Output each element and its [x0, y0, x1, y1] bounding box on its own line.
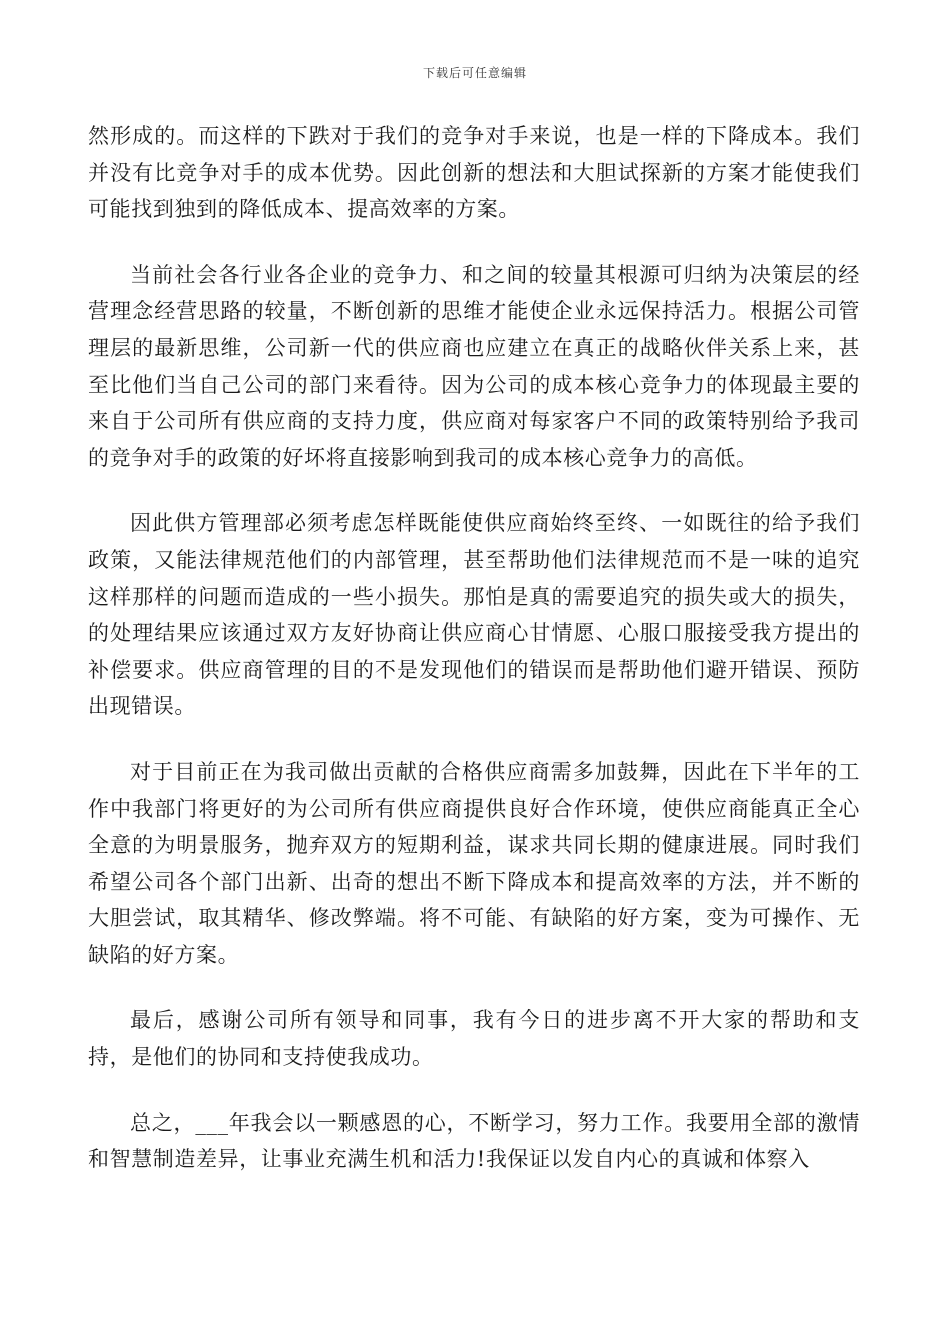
- paragraph-conclusion: 总之，___年我会以一颗感恩的心，不断学习，努力工作。我要用全部的激情和智慧制造差异，让事业充满生机和活力!我保证以发自内心的真诚和体察入: [88, 1110, 860, 1172]
- paragraph-thanks: 最后，感谢公司所有领导和同事，我有今日的进步离不开大家的帮助和支持，是他们的协同和支持使我成功。: [88, 1008, 860, 1070]
- document-body: [88, 118, 860, 1207]
- paragraph-competition: 当前社会各行业各企业的竞争力、和之间的较量其根源可归纳为决策层的经营理念经营思路的较量，不断创新的思维才能使企业永远保持活力。根据公司管理层的最新思维，公司新一代的供应商也应建立在真正的战略伙伴关系上来，甚至比他们当自己公司的部门来看待。因为公司的成本核心竞争力的体现最主要的来自于公司所有供应商的支持力度，供应商对每家客户不同的政策特别给予我司的竞争对手的政策的好坏将直接影响到我司的成本核心竞争力的高低。: [88, 262, 860, 470]
- paragraph-continuation: 然形成的。而这样的下跌对于我们的竞争对手来说，也是一样的下降成本。我们并没有比竞争对手的成本优势。因此创新的想法和大胆试探新的方案才能使我们可能找到独到的降低成本、提高效率的方案。: [88, 124, 860, 222]
- paragraph-supplier-management: 因此供方管理部必须考虑怎样既能使供应商始终至终、一如既往的给予我们政策，又能法律规范他们的内部管理，甚至帮助他们法律规范而不是一味的追究这样那样的问题而造成的一些小损失。那怕是真的需要追究的损失或大的损失，的处理结果应该通过双方友好协商让供应商心甘情愿、心服口服接受我方提出的补偿要求。供应商管理的目的不是发现他们的错误而是帮助他们避开错误、预防出现错误。: [88, 511, 860, 719]
- paragraph-encouragement: 对于目前正在为我司做出贡献的合格供应商需多加鼓舞，因此在下半年的工作中我部门将更好的为公司所有供应商提供良好合作环境，使供应商能真正全心全意的为明景服务，抛弃双方的短期利益，谋求共同长期的健康进展。同时我们希望公司各个部门出新、出奇的想出不断下降成本和提高效率的方法，并不断的大胆尝试，取其精华、修改弊端。将不可能、有缺陷的好方案，变为可操作、无缺陷的好方案。: [88, 759, 860, 967]
- header-note: 下载后可任意编辑: [422, 66, 527, 80]
